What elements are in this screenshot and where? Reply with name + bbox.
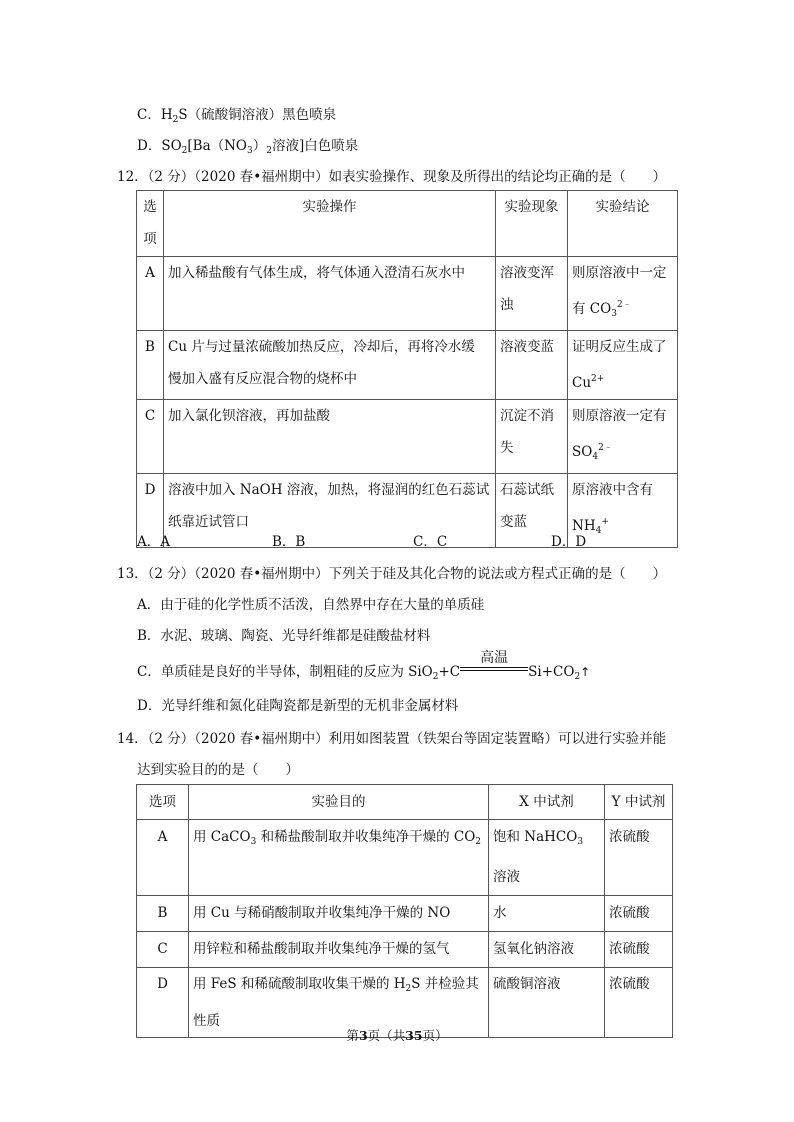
table-row [137, 331, 678, 400]
row-phenomenon [496, 331, 568, 400]
subscript: 3 [247, 146, 253, 156]
q11-option-c [137, 103, 336, 125]
table-row [137, 257, 678, 331]
row-phenomenon [496, 257, 568, 331]
row-option: B [137, 896, 189, 932]
reaction-condition [460, 650, 528, 676]
row-x-reagent: 硫酸铜溶液 [489, 968, 605, 1038]
text: 用 CaCO [193, 829, 251, 845]
q14-table [136, 784, 673, 1038]
text: 有 CO [572, 301, 612, 317]
text: 页（共 [367, 1028, 406, 1043]
row-conclusion [568, 331, 678, 400]
subscript: 2 [574, 672, 581, 682]
superscript: 2﹣ [598, 443, 613, 453]
subscript: 4 [595, 526, 602, 536]
text: D．SO [137, 138, 182, 154]
row-option: D [137, 474, 164, 548]
row-y-reagent: 浓硫酸 [605, 820, 673, 896]
subscript: 3 [577, 837, 584, 847]
q13-option-d[interactable]: D．光导纤维和氮化硅陶瓷都是新型的无机非金属材料 [137, 698, 459, 714]
subscript: 2 [266, 146, 272, 156]
header-option: 选项 [137, 785, 189, 820]
text: 原溶液中含有 [572, 482, 653, 498]
superscript: + [601, 517, 609, 527]
subscript: 2 [181, 146, 188, 156]
text: 溶液变浑 [500, 265, 554, 281]
q13-stem: 13．（2 分）（2020 春•福州期中）下列关于硅及其化合物的说法或方程式正确的是（ ） [117, 566, 667, 582]
text: 溶液变蓝 [500, 339, 554, 355]
table-row [137, 474, 678, 548]
row-operation [164, 331, 496, 400]
text: 则原溶液一定有 [572, 408, 667, 424]
subscript: 2 [475, 837, 482, 847]
text: 第 [346, 1028, 359, 1043]
text: 失 [500, 440, 514, 456]
row-conclusion [568, 400, 678, 474]
text: 沉淀不消 [500, 408, 554, 424]
text: C．H [137, 107, 173, 123]
row-purpose: 用 Cu 与稀硝酸制取并收集纯净干燥的 NO [189, 896, 489, 932]
table-row [137, 820, 673, 896]
q13-option-b[interactable]: B．水泥、玻璃、陶瓷、光导纤维都是硅酸盐材料 [137, 628, 431, 644]
subscript: 2 [172, 115, 179, 125]
text: 浊 [500, 297, 514, 313]
q12-stem: 12．（2 分）（2020 春•福州期中）如表实验操作、现象及所得出的结论均正确的是（ ） [117, 169, 667, 185]
text: 加入氯化钡溶液，再加盐酸 [168, 408, 330, 424]
subscript: 2 [432, 672, 439, 682]
equation-line [460, 667, 528, 668]
text: Si+CO [528, 664, 575, 680]
q14-stem-line2: 达到实验目的的是（ ） [137, 762, 299, 778]
q11-option-d [137, 134, 358, 156]
row-option: A [137, 820, 189, 896]
row-option: D [137, 968, 189, 1038]
q12-choice-a[interactable]: A．A [137, 534, 170, 550]
row-option: C [137, 932, 189, 968]
q13-option-a[interactable]: A．由于硅的化学性质不活泼，自然界中存在大量的单质硅 [137, 597, 485, 613]
text: 选 [143, 199, 157, 215]
text: 和稀盐酸制取并收集纯净干燥的 CO [256, 829, 476, 845]
superscript: 2﹣ [616, 300, 632, 310]
header-y-reagent: Y 中试剂 [605, 785, 673, 820]
text: C．单质硅是良好的半导体，制粗硅的反应为 SiO [137, 664, 433, 680]
text: S 并检验其 [411, 976, 479, 992]
text: 用 FeS 和稀硫酸制取收集干燥的 H [193, 976, 406, 992]
q14-header-row [137, 785, 673, 820]
header-x-reagent: X 中试剂 [489, 785, 605, 820]
text: 石蕊试纸 [500, 482, 554, 498]
row-option: A [137, 257, 164, 331]
equation-line [460, 670, 528, 671]
q14-stem-line1: 14．（2 分）（2020 春•福州期中）利用如图装置（铁架台等固定装置略）可以进行实验并能 [117, 731, 667, 747]
row-operation [164, 257, 496, 331]
text: SO [572, 444, 593, 460]
subscript: 3 [611, 309, 617, 319]
text: 变蓝 [500, 514, 527, 530]
header-phenomenon: 实验现象 [496, 191, 568, 257]
row-x-reagent: 水 [489, 896, 605, 932]
text: 溶液]白色喷泉 [271, 138, 359, 154]
text: 证明反应生成了 [572, 339, 667, 355]
text: 溶液中加入 NaOH 溶液，加热，将湿润的红色石蕊试 [168, 482, 490, 498]
row-option: B [137, 331, 164, 400]
table-row [137, 932, 673, 968]
q13-option-c[interactable] [137, 650, 591, 682]
row-option: C [137, 400, 164, 474]
header-conclusion: 实验结论 [568, 191, 678, 257]
row-y-reagent: 浓硫酸 [605, 932, 673, 968]
page-total: 35 [405, 1028, 423, 1043]
text: 页） [422, 1028, 448, 1043]
row-purpose [189, 820, 489, 896]
text: 加入稀盐酸有气体生成，将气体通入澄清石灰水中 [168, 265, 465, 281]
header-operation: 实验操作 [164, 191, 496, 257]
subscript: 3 [250, 837, 257, 847]
text: Cu [572, 375, 592, 391]
text: 慢加入盛有反应混合物的烧杯中 [168, 371, 357, 387]
header-option [137, 191, 164, 257]
text: NH [572, 518, 596, 534]
table-row [137, 400, 678, 474]
text: ） [252, 138, 267, 154]
text: 纸靠近试管口 [168, 514, 249, 530]
q12-choice-d[interactable]: D．D [551, 534, 587, 550]
q12-header-row [137, 191, 678, 257]
row-y-reagent: 浓硫酸 [605, 896, 673, 932]
superscript: 2+ [591, 374, 605, 384]
subscript: 2 [405, 984, 412, 994]
row-y-reagent: 浓硫酸 [605, 968, 673, 1038]
table-row [137, 896, 673, 932]
row-operation [164, 400, 496, 474]
q12-table [136, 190, 678, 548]
condition-label: 高温 [480, 650, 509, 666]
row-conclusion [568, 257, 678, 331]
text: S（硫酸铜溶液）黑色喷泉 [178, 107, 337, 123]
q12-choice-b[interactable]: B．B [272, 534, 306, 550]
row-x-reagent: 氢氧化钠溶液 [489, 932, 605, 968]
text: 性质 [193, 1013, 220, 1029]
header-purpose: 实验目的 [189, 785, 489, 820]
row-phenomenon [496, 400, 568, 474]
q12-choice-c[interactable]: C．C [413, 534, 448, 550]
text: 溶液 [493, 869, 520, 885]
page-number: 3 [358, 1028, 368, 1043]
row-x-reagent [489, 820, 605, 896]
subscript: 4 [592, 452, 599, 462]
gas-arrow-icon: ↑ [580, 665, 591, 679]
text: 饱和 NaHCO [493, 829, 578, 845]
text: +C [438, 664, 461, 680]
text: 则原溶液中一定 [572, 265, 667, 281]
page-footer [0, 1026, 794, 1044]
text: Cu 片与过量浓硫酸加热反应，冷却后，再将冷水缓 [168, 339, 475, 355]
text: [Ba（NO [187, 138, 247, 154]
text: 项 [143, 231, 157, 247]
row-purpose: 用锌粒和稀盐酸制取并收集纯净干燥的氢气 [189, 932, 489, 968]
